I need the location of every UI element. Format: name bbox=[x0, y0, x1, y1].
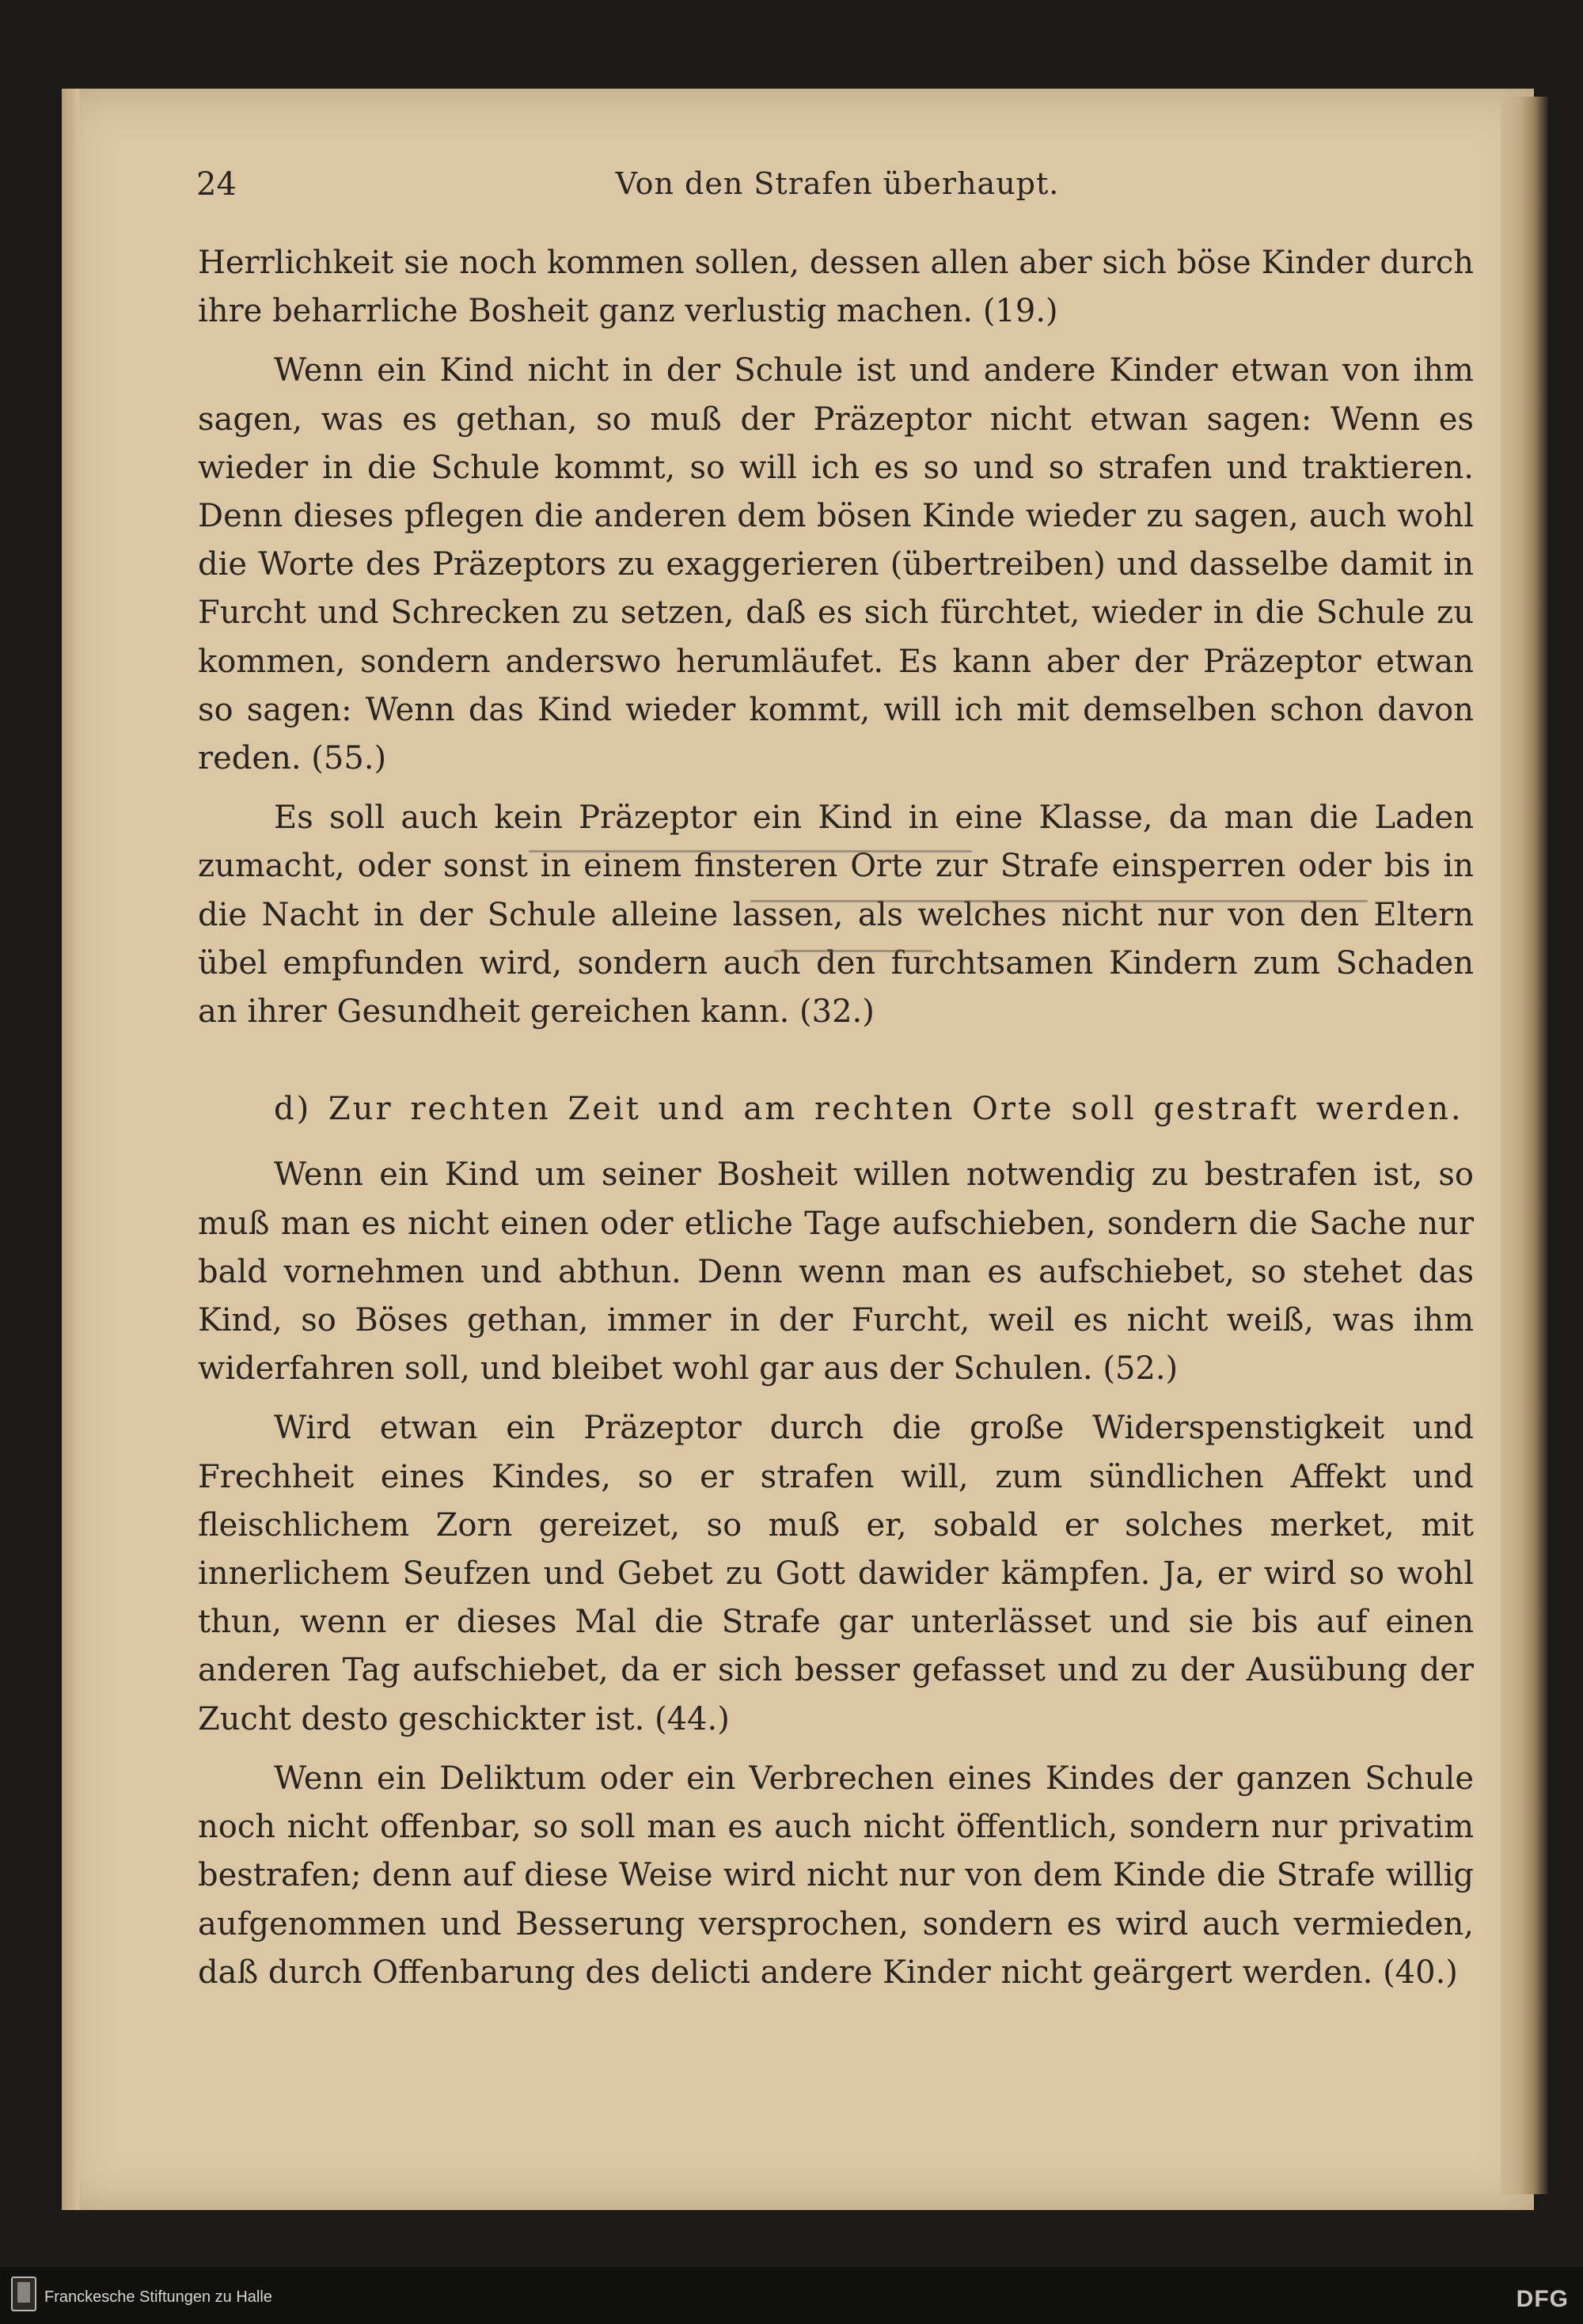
paragraph: Es soll auch kein Präzeptor ein Kind in eine Klasse, da man die Laden zumacht, oder sonst in einem finsteren Orte zur Strafe einsperren oder bis in die Nacht in der Schule alleine lassen, als welches nicht nur von den Eltern übel empfunden wird, sondern auch den furchtsamen Kindern zum Schaden an ihrer Gesundheit gereichen kann. (32.) bbox=[198, 799, 1474, 1031]
page-number: 24 bbox=[196, 166, 237, 203]
pencil-underline bbox=[529, 850, 972, 853]
institution-logo-icon bbox=[11, 2277, 36, 2311]
paragraph: Wenn ein Kind nicht in der Schule ist und andere Kinder etwan von ihm sagen, was es gethan, so muß der Präzeptor nicht etwan sagen: Wenn es wieder in die Schule kommt, so will ich es so und so strafen und traktieren. Denn dieses pflegen die anderen dem bösen Kinde wieder zu sagen, auch wohl die Worte des Präzeptors zu exaggerieren (übertreiben) und dasselbe damit in Furcht und Schrecken zu setzen, daß es sich fürchtet, wieder in die Schule zu kommen, sondern anderswo herumläufet. Es kann aber der Präzeptor etwan so sagen: Wenn das Kind wieder kommt, will ich mit demselben schon davon reden. (55.) bbox=[198, 352, 1474, 777]
paragraph: Wenn ein Deliktum oder ein Verbrechen eines Kindes der ganzen Schule noch nicht offenbar, so soll man es auch nicht öffentlich, sondern nur privatim bestrafen; denn auf diese Weise wird nicht nur von dem Kinde die Strafe willig aufgenommen und Besserung versprochen, sondern es wird auch vermieden, daß durch Offenbarung des delicti andere Kinder nicht geärgert werden. (40.) bbox=[198, 1760, 1474, 1991]
running-title: Von den Strafen überhaupt. bbox=[615, 166, 1060, 201]
paragraph: Herrlichkeit sie noch kommen sollen, dessen allen aber sich böse Kinder durch ihre beharrliche Bosheit ganz verlustig machen. (19.) bbox=[198, 245, 1474, 330]
dfg-logo: DFG bbox=[1516, 2286, 1569, 2312]
footer-institution: Franckesche Stiftungen zu Halle bbox=[44, 2288, 272, 2306]
page-gutter-edge bbox=[1501, 97, 1548, 2194]
page-left-edge bbox=[62, 89, 79, 2210]
section-heading: d) Zur rechten Zeit und am rechten Orte soll gestraft werden. bbox=[274, 1091, 1463, 1128]
pencil-underline bbox=[750, 900, 1368, 902]
page-header bbox=[196, 166, 1479, 222]
pencil-underline bbox=[774, 950, 932, 952]
page-body bbox=[198, 239, 1474, 2008]
paragraph: Wird etwan ein Präzeptor durch die große Widerspenstigkeit und Frechheit eines Kindes, so er strafen will, zum sündlichen Affekt und fleischlichem Zorn gereizet, so muß er, sobald er solches merket, mit innerlichem Seufzen und Gebet zu Gott dawider kämpfen. Ja, er wird so wohl thun, wenn er dieses Mal die Strafe gar unterlässet und sie bis auf einen anderen Tag aufschiebet, da er sich besser gefasset und zu der Ausübung der Zucht desto geschickter ist. (44.) bbox=[198, 1410, 1474, 1737]
book-page bbox=[62, 89, 1534, 2210]
paragraph: Wenn ein Kind um seiner Bosheit willen notwendig zu bestrafen ist, so muß man es nicht einen oder etliche Tage aufschieben, sondern die Sache nur bald vornehmen und abthun. Denn wenn man es aufschiebet, so stehet das Kind, so Böses gethan, immer in der Furcht, weil es nicht weiß, was ihm widerfahren soll, und bleibet wohl gar aus der Schulen. (52.) bbox=[198, 1156, 1474, 1388]
footer-bar bbox=[0, 2267, 1583, 2324]
